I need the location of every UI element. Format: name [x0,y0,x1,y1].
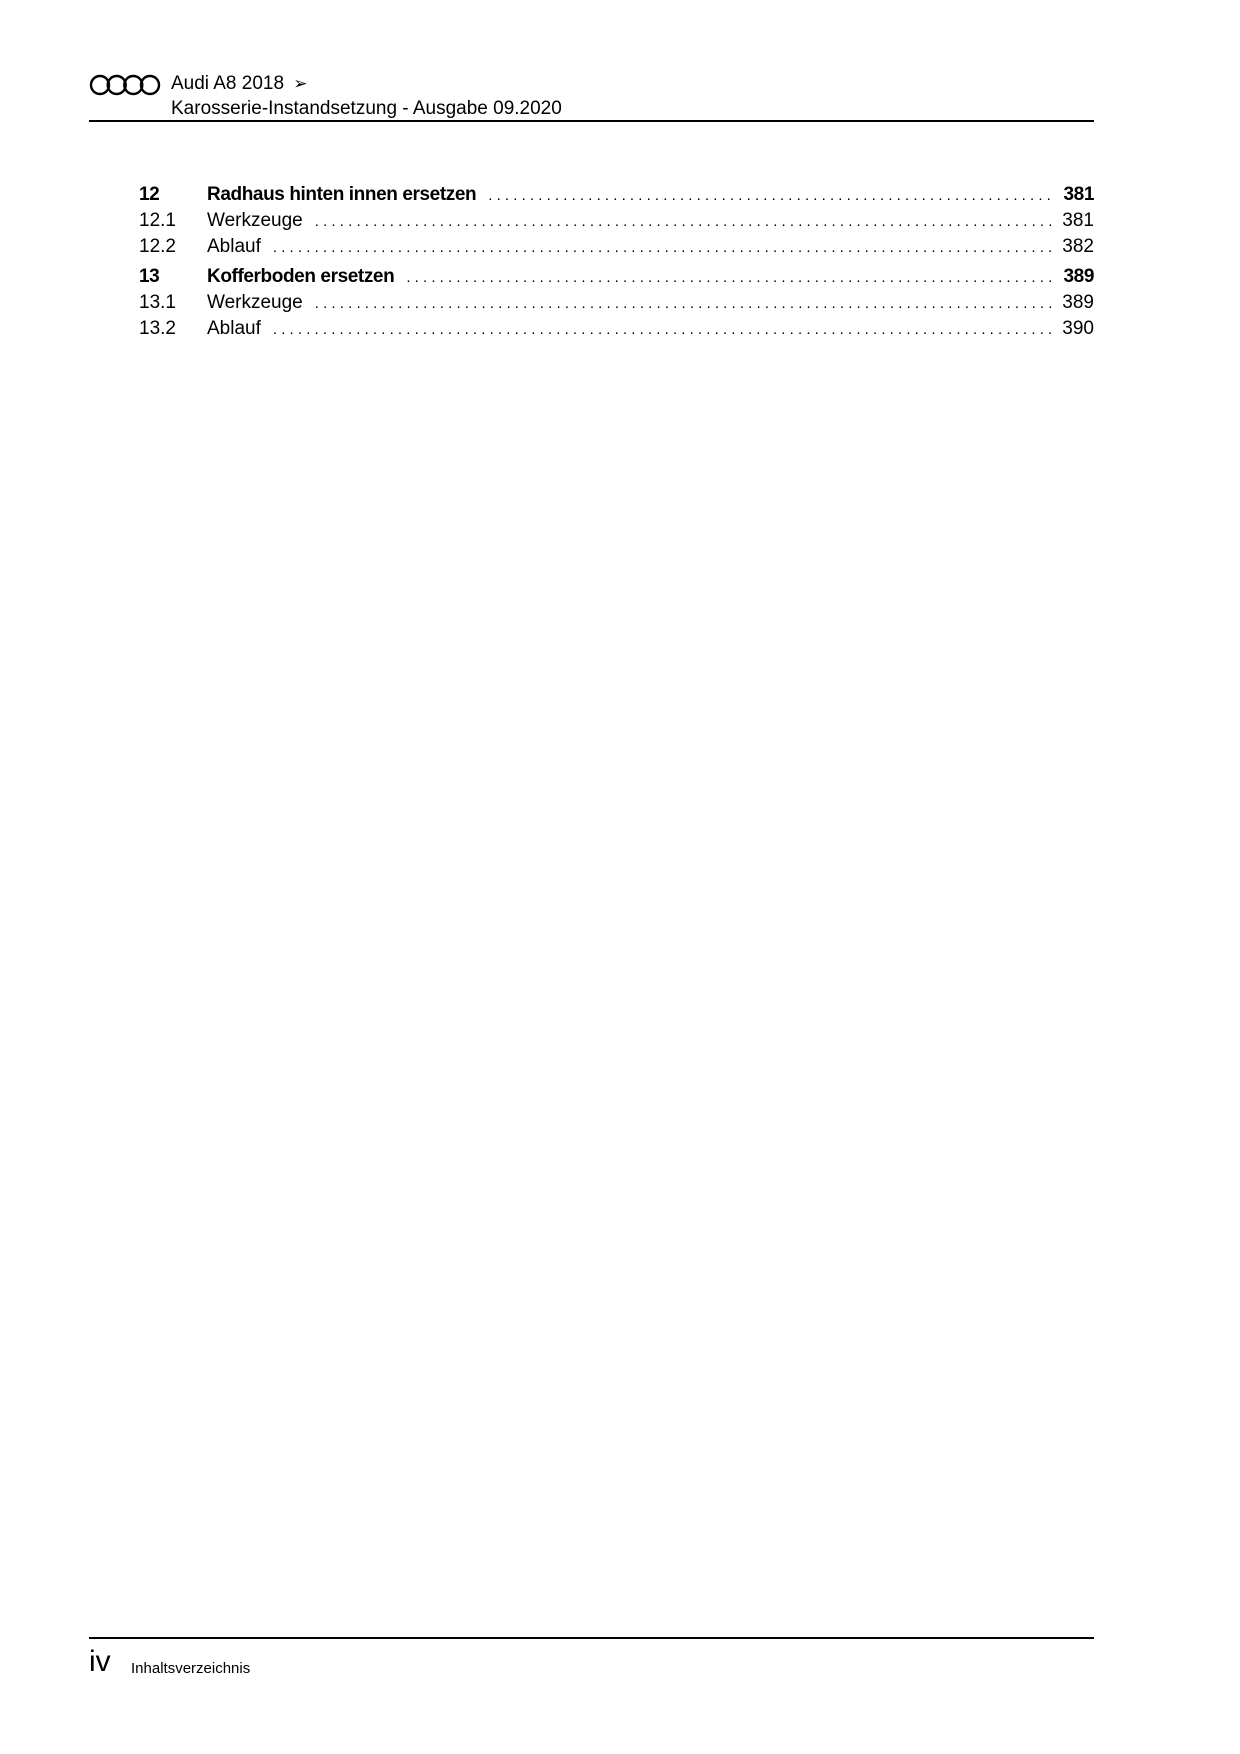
toc-number: 13.2 [139,318,176,339]
toc-title: Ablauf [207,236,261,257]
arrow-icon: ➢ [293,74,308,93]
toc-title: Ablauf [207,318,261,339]
toc-page-number: 381 [1063,184,1094,205]
toc-entry[interactable] [139,316,1094,342]
toc-entry[interactable] [139,208,1094,234]
header-model [171,72,308,96]
toc-number: 13 [139,266,160,287]
header-subtitle: Karosserie-Instandsetzung - Ausgabe 09.2020 [171,98,562,119]
toc-leader-dots [315,291,1055,317]
toc-leader-dots [406,264,1055,292]
table-of-contents [139,181,1094,342]
toc-entry[interactable] [139,263,1094,291]
toc-leader-dots [273,317,1054,343]
audi-rings-logo [89,74,161,96]
toc-number: 12.2 [139,236,176,257]
toc-leader-dots [315,209,1055,235]
toc-number: 13.1 [139,292,176,313]
toc-page-number: 381 [1062,210,1094,231]
toc-number: 12.1 [139,210,176,231]
toc-page-number: 389 [1062,292,1094,313]
toc-entry[interactable] [139,234,1094,260]
toc-title: Kofferboden ersetzen [207,266,395,287]
toc-title: Werkzeuge [207,210,303,231]
toc-leader-dots [488,182,1055,210]
model-title: Audi A8 2018 [171,73,285,94]
toc-number: 12 [139,184,160,205]
toc-entry[interactable] [139,181,1094,209]
toc-title: Radhaus hinten innen ersetzen [207,184,477,205]
footer-divider [89,1637,1094,1639]
header-divider [89,120,1094,122]
footer-section-label: Inhaltsverzeichnis [131,1660,251,1677]
toc-page-number: 390 [1062,318,1094,339]
toc-title: Werkzeuge [207,292,303,313]
toc-page-number: 389 [1063,266,1094,287]
toc-page-number: 382 [1062,236,1094,257]
toc-leader-dots [273,235,1054,261]
footer-page-number: iv [89,1645,111,1678]
toc-entry[interactable] [139,290,1094,316]
